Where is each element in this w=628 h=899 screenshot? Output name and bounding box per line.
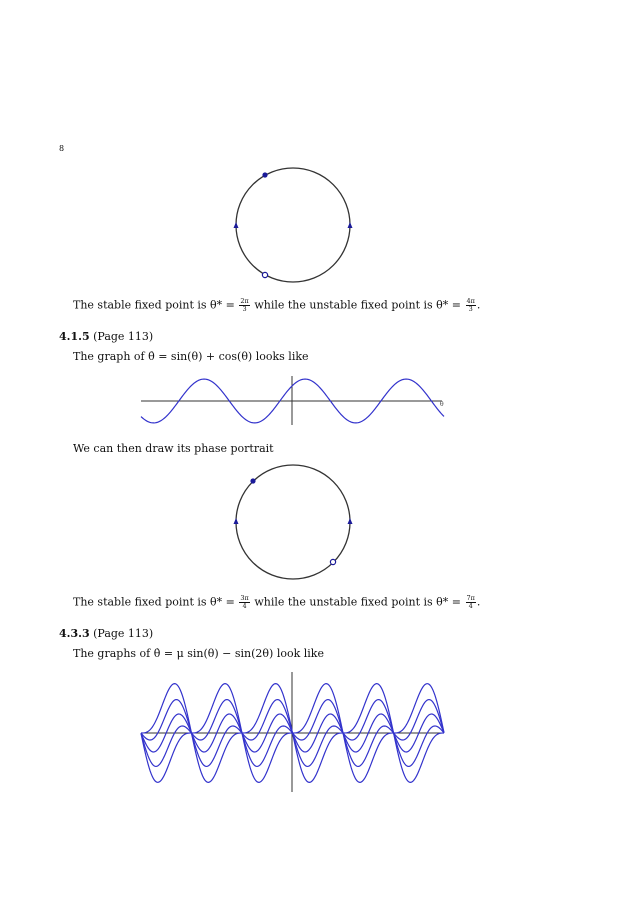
section-4-3-3-intro: The graphs of θ̇ = μ sin(θ) − sin(2θ) look like [73, 647, 324, 660]
phase-portrait-text: We can then draw its phase portrait [73, 442, 274, 455]
page-number: 8 [59, 144, 65, 153]
caption-circle-1: The stable fixed point is θ* = $\frac{2\pi}{3}$ while the unstable fixed point is θ* = $\frac{4\pi}{3}$ . [73, 297, 481, 313]
curve-mu--2 [141, 684, 444, 783]
flow-arrow-right [348, 222, 353, 228]
curve-mu-2 [141, 684, 444, 783]
curve-mu-0 [141, 714, 444, 752]
section-heading-4-3-3: 4.3.3 (Page 113) [59, 627, 154, 640]
flow-arrow-left [234, 222, 239, 228]
section-4-1-5-intro: The graph of θ̇ = sin(θ) + cos(θ) looks like [73, 350, 309, 363]
unstable-fixed-point [262, 272, 267, 277]
stable-fixed-point [262, 172, 267, 177]
caption-circle-2: The stable fixed point is θ* = $\frac{3\pi}{4}$ while the unstable fixed point is θ* = $\frac{7\pi}{4}$ . [73, 594, 481, 610]
curve-sin-plus-cos [141, 379, 444, 423]
stable-fixed-point [250, 478, 255, 483]
theta-axis-label: θ [440, 401, 444, 408]
flow-arrow-left [234, 518, 239, 524]
section-heading-4-1-5: 4.1.5 (Page 113) [59, 330, 154, 343]
unstable-fixed-point [330, 559, 335, 564]
curve-mu-1 [141, 700, 444, 767]
curve-mu--1 [141, 700, 444, 767]
flow-arrow-right [348, 518, 353, 524]
